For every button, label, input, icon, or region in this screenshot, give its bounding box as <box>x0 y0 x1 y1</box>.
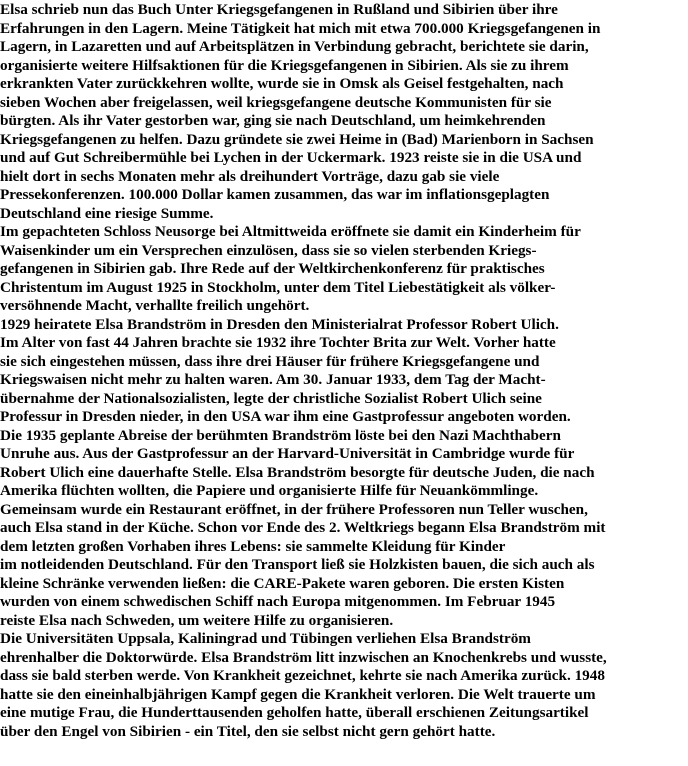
text-line: auch Elsa stand in der Küche. Schon vor Ende des 2. Weltkriegs begann Elsa Brandström mit <box>0 519 606 536</box>
text-line: kleine Schränke verwenden ließen: die CARE-Pakete waren geboren. Die ersten Kisten <box>0 574 565 592</box>
text-line: Christentum im August 1925 in Stockholm, unter dem Titel Liebestätigkeit als völker- <box>0 278 556 296</box>
text-line: Deutschland eine riesige Summe. <box>0 204 214 222</box>
text-line: Waisenkinder um ein Versprechen einzulösen, dass sie so vielen sterbenden Kriegs- <box>0 241 537 259</box>
text-line: Elsa schrieb nun das Buch Unter Kriegsgefangenen in Rußland und Sibirien über ihre <box>0 1 558 18</box>
text-line: über den Engel von Sibirien - ein Titel, den sie selbst nicht gern gehört hatte. <box>0 722 496 740</box>
text-line: bürgten. Als ihr Vater gestorben war, ging sie nach Deutschland, um heimkehrenden <box>0 112 546 129</box>
text-line: eine mutige Frau, die Hunderttausenden geholfen hatte, überall erschienen Zeitungsartikel <box>0 704 589 721</box>
text-line: Professur in Dresden nieder, in den USA war ihm eine Gastprofessur angeboten worden. <box>0 408 571 425</box>
text-line: reiste Elsa nach Schweden, um weitere Hilfe zu organisieren. <box>0 611 394 629</box>
text-line: Unruhe aus. Aus der Gastprofessur an der Harvard-Universität in Cambridge wurde für <box>0 445 575 462</box>
document-text <box>0 1 688 760</box>
text-line: Im Alter von fast 44 Jahren brachte sie 1932 ihre Tochter Brita zur Welt. Vorher hatte <box>0 334 556 351</box>
text-line: Lagern, in Lazaretten und auf Arbeitsplätzen in Verbindung gebracht, berichtete sie darin, <box>0 38 589 55</box>
text-line: 1929 heiratete Elsa Brandström in Dresden den Ministerialrat Professor Robert Ulich. <box>0 315 559 333</box>
text-line: Gemeinsam wurde ein Restaurant eröffnet, in der frühere Professoren nun Teller wuschen, <box>0 500 588 518</box>
text-line: sie sich eingestehen müssen, dass ihre drei Häuser für frühere Kriegsgefangene und <box>0 352 540 370</box>
text-line <box>0 741 688 760</box>
text-line: erkrankten Vater zurückkehren wollte, wurde sie in Omsk als Geisel festgehalten, nach <box>0 75 564 92</box>
text-line: Amerika flüchten wollten, die Papiere und organisierte Hilfe für Neuankömmlinge. <box>0 482 539 499</box>
text-line: Die Universitäten Uppsala, Kaliningrad und Tübingen verliehen Elsa Brandström <box>0 630 531 647</box>
text-line: Im gepachteten Schloss Neusorge bei Altmittweida eröffnete sie damit ein Kinderheim für <box>0 223 581 240</box>
text-line: versöhnende Macht, verhallte freilich ungehört. <box>0 297 310 314</box>
text-line: im notleidenden Deutschland. Für den Transport ließ sie Holzkisten bauen, die sich auch als <box>0 556 595 573</box>
text-line: sieben Wochen aber freigelassen, weil kriegsgefangene deutsche Kommunisten für sie <box>0 93 552 111</box>
text-line: Pressekonferenzen. 100.000 Dollar kamen zusammen, das war im inflationsgeplagten <box>0 186 550 203</box>
text-line: dem letzten großen Vorhaben ihres Lebens: sie sammelte Kleidung für Kinder <box>0 537 506 555</box>
text-line: wurden von einem schwedischen Schiff nach Europa mitgenommen. Im Februar 1945 <box>0 593 556 610</box>
text-line: Die 1935 geplante Abreise der berühmten Brandström löste bei den Nazi Machthabern <box>0 426 561 444</box>
text-line: Erfahrungen in den Lagern. Meine Tätigkeit hat mich mit etwa 700.000 Kriegsgefangenen in <box>0 19 601 37</box>
text-line: hielt dort in sechs Monaten mehr als dreihundert Vorträge, dazu gab sie viele <box>0 167 500 185</box>
text-line: gefangenen in Sibirien gab. Ihre Rede auf der Weltkirchenkonferenz für praktisches <box>0 260 545 277</box>
text-line: und auf Gut Schreibermühle bei Lychen in der Uckermark. 1923 reiste sie in die USA und <box>0 149 582 166</box>
text-line: ehrenhalber die Doktorwürde. Elsa Brandström litt inzwischen an Knochenkrebs und wusste, <box>0 648 607 666</box>
text-line: hatte sie den eineinhalbjährigen Kampf gegen die Krankheit verloren. Die Welt trauerte um <box>0 685 596 703</box>
text-line: Robert Ulich eine dauerhafte Stelle. Elsa Brandström besorgte für deutsche Juden, die nach <box>0 463 595 481</box>
text-line: Kriegsgefangenen zu helfen. Dazu gründete sie zwei Heime in (Bad) Marienborn in Sachsen <box>0 130 594 148</box>
text-line: Kriegswaisen nicht mehr zu halten waren. Am 30. Januar 1933, dem Tag der Macht- <box>0 371 546 388</box>
text-line: organisierte weitere Hilfsaktionen für die Kriegsgefangenen in Sibirien. Als sie zu ihrem <box>0 56 569 74</box>
text-line: dass sie bald sterben werde. Von Krankheit gezeichnet, kehrte sie nach Amerika zurück. 1948 <box>0 667 605 684</box>
text-line: übernahme der Nationalsozialisten, legte der christliche Sozialist Robert Ulich seine <box>0 389 542 407</box>
